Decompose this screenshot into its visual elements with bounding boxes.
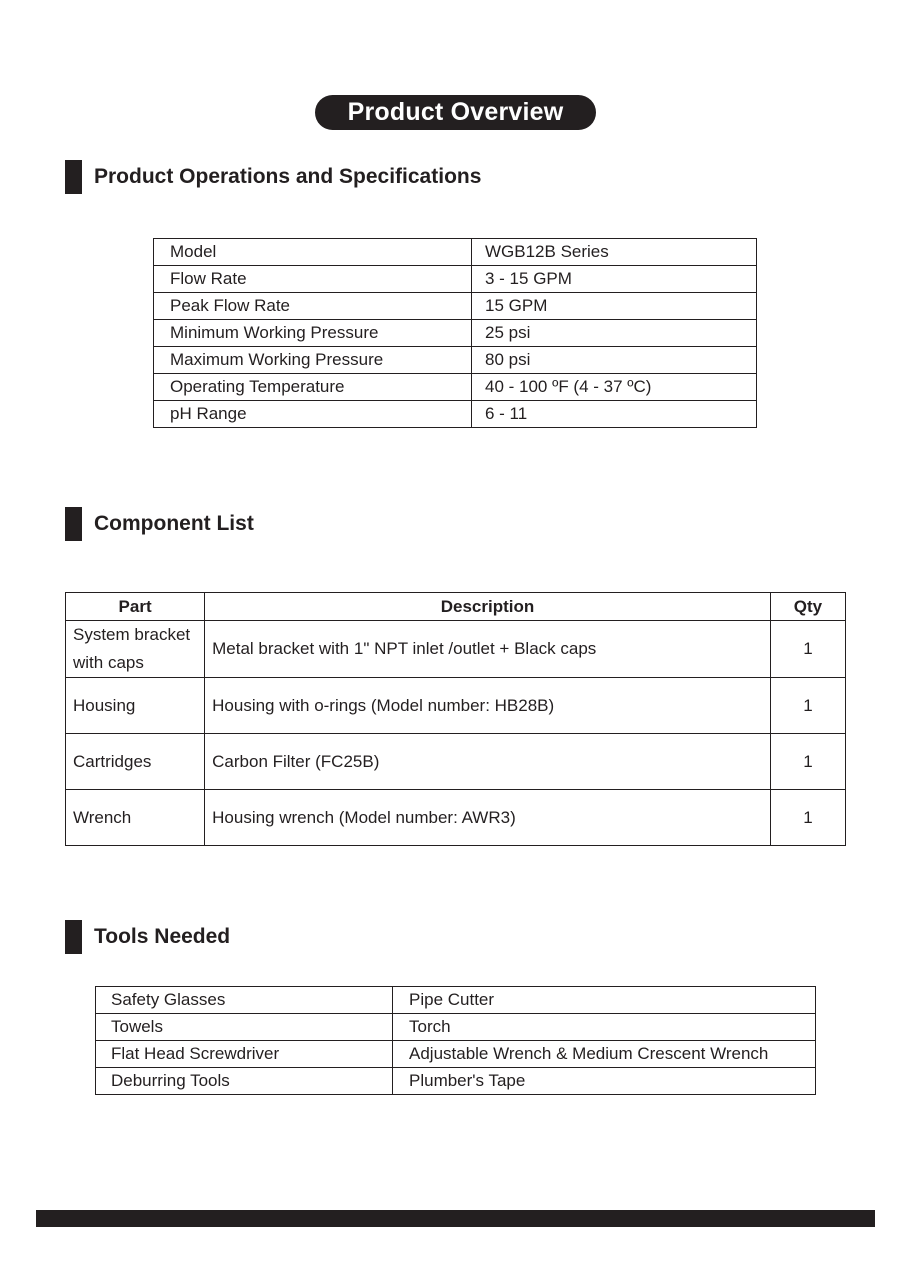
specs-section-heading	[65, 160, 481, 194]
spec-label: Flow Rate	[154, 266, 472, 293]
tool-item: Flat Head Screwdriver	[96, 1041, 393, 1068]
spec-value: 25 psi	[472, 320, 757, 347]
footer-bar	[36, 1210, 875, 1227]
components-heading-text: Component List	[94, 512, 254, 535]
spec-label: Operating Temperature	[154, 374, 472, 401]
tools-section-heading	[65, 920, 230, 954]
table-row	[66, 790, 846, 846]
tool-item: Safety Glasses	[96, 987, 393, 1014]
component-part: Housing	[66, 678, 205, 734]
spec-value: 15 GPM	[472, 293, 757, 320]
components-section-heading	[65, 507, 254, 541]
component-qty: 1	[770, 734, 845, 790]
table-row	[66, 621, 846, 678]
table-header-row	[66, 593, 846, 621]
components-table	[65, 592, 846, 846]
table-row	[154, 347, 757, 374]
tools-table	[95, 986, 816, 1095]
spec-label: Minimum Working Pressure	[154, 320, 472, 347]
table-row	[154, 239, 757, 266]
spec-label: pH Range	[154, 401, 472, 428]
table-row	[66, 734, 846, 790]
tools-heading-text: Tools Needed	[94, 925, 231, 948]
spec-value: WGB12B Series	[472, 239, 757, 266]
heading-marker	[65, 920, 82, 954]
component-description: Metal bracket with 1" NPT inlet /outlet + Black caps	[205, 621, 771, 678]
table-row	[154, 401, 757, 428]
spec-label: Model	[154, 239, 472, 266]
spec-value: 3 - 15 GPM	[472, 266, 757, 293]
table-row	[96, 1068, 816, 1095]
heading-marker	[65, 160, 82, 194]
table-row	[154, 320, 757, 347]
tool-item: Torch	[393, 1014, 816, 1041]
column-header-part: Part	[66, 593, 205, 621]
component-description: Housing wrench (Model number: AWR3)	[205, 790, 771, 846]
spec-label: Maximum Working Pressure	[154, 347, 472, 374]
spec-value: 80 psi	[472, 347, 757, 374]
component-part: Wrench	[66, 790, 205, 846]
table-row	[96, 1041, 816, 1068]
tool-item: Plumber's Tape	[393, 1068, 816, 1095]
spec-value: 6 - 11	[472, 401, 757, 428]
column-header-description: Description	[205, 593, 771, 621]
table-row	[96, 987, 816, 1014]
table-row	[154, 374, 757, 401]
component-description: Housing with o-rings (Model number: HB28B)	[205, 678, 771, 734]
table-row	[154, 293, 757, 320]
heading-marker	[65, 507, 82, 541]
component-qty: 1	[770, 790, 845, 846]
table-row	[66, 678, 846, 734]
table-row	[96, 1014, 816, 1041]
component-qty: 1	[770, 678, 845, 734]
table-row	[154, 266, 757, 293]
component-part: System bracket with caps	[66, 621, 205, 678]
component-description: Carbon Filter (FC25B)	[205, 734, 771, 790]
tool-item: Towels	[96, 1014, 393, 1041]
tool-item: Deburring Tools	[96, 1068, 393, 1095]
spec-label: Peak Flow Rate	[154, 293, 472, 320]
component-part: Cartridges	[66, 734, 205, 790]
column-header-qty: Qty	[770, 593, 845, 621]
page-title: Product Overview	[315, 95, 596, 130]
component-qty: 1	[770, 621, 845, 678]
tool-item: Pipe Cutter	[393, 987, 816, 1014]
spec-value: 40 - 100 ºF (4 - 37 ºC)	[472, 374, 757, 401]
specs-table	[153, 238, 757, 428]
specs-heading-text: Product Operations and Specifications	[94, 165, 482, 188]
tool-item: Adjustable Wrench & Medium Crescent Wrench	[393, 1041, 816, 1068]
